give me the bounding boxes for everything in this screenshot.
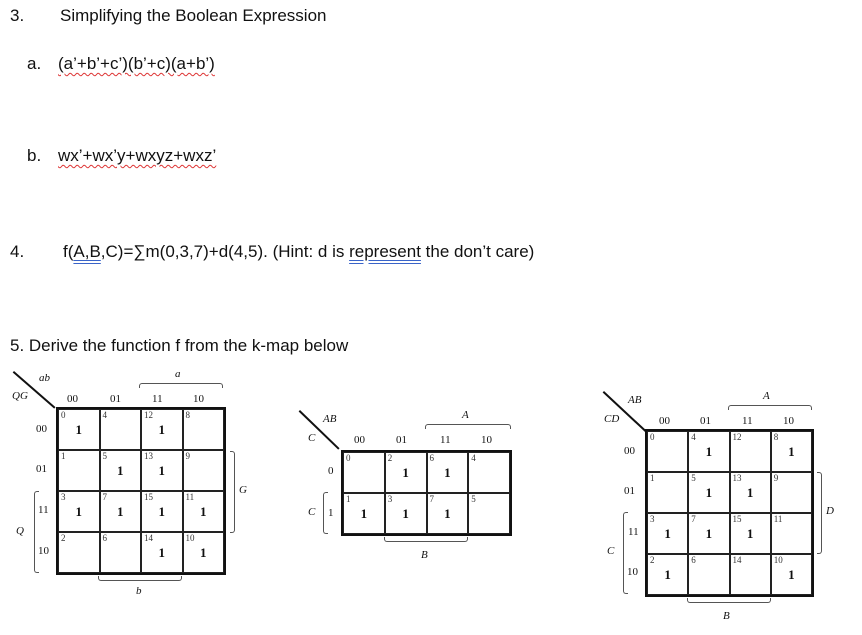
cell-value: 1 [788,566,795,582]
kmap-2-col-header: 01 [396,434,407,446]
question-3a [27,54,215,74]
kmap-1-col-header: 10 [193,393,204,405]
cell-value: 1 [746,525,754,541]
q4-suffix: the don’t care) [420,242,535,261]
cell-index: 14 [732,555,742,565]
cell-index: 1 [61,451,66,461]
cell-index: 10 [185,533,195,543]
kmap-3-right-brace [817,472,822,554]
kmap-cell [100,532,142,573]
kmap-cell [183,532,225,573]
cell-index: 15 [732,514,742,524]
kmap-2-grid [341,450,512,536]
cell-value: 1 [788,443,795,459]
kmap-1 [0,365,280,615]
cell-index: 14 [144,533,153,543]
kmap-3-grid [645,429,814,597]
kmap-cell [468,452,510,493]
kmap-cell [343,452,385,493]
kmap-3-row-header: 00 [624,445,635,457]
q4-mid: ,C)=∑m(0,3,7)+d(4,5). (Hint: d is [100,242,350,261]
kmap-cell [468,493,510,534]
kmap-3-col-header: 00 [659,415,670,427]
kmap-1-row-var: QG [12,390,28,402]
cell-value: 1 [158,421,165,437]
kmap-2-col-header: 00 [354,434,365,446]
kmap-cell [647,472,688,513]
kmap-2-bottom-brace [384,537,468,542]
kmap-1-top-brace [139,383,223,388]
kmap-cell [58,532,100,573]
cell-index: 4 [691,432,696,442]
kmap-2-bottom-brace-label: B [421,549,428,561]
kmap-2-col-var: AB [323,413,337,425]
kmap-cell [771,431,812,472]
cell-value: 1 [200,503,207,519]
cell-index: 8 [773,432,779,442]
cell-value: 1 [75,421,82,437]
kmap-1-grid [56,407,226,575]
kmap-3-row-header: 10 [627,566,638,578]
kmap-1-col-header: 11 [152,393,163,405]
cell-value: 1 [402,464,409,480]
cell-value: 1 [158,544,165,560]
kmap-3-bottom-brace [687,598,771,603]
question-3a-label: a. [27,54,42,73]
q4-prefix: f( [63,242,74,261]
question-5-title: 5. Derive the function f from the k-map below [10,336,349,355]
kmap-cell [183,409,225,450]
kmap-cell [427,452,469,493]
kmap-3-row-header: 11 [628,526,639,538]
kmap-3-left-brace [623,512,628,594]
cell-value: 1 [402,505,409,521]
kmap-1-top-brace-label: a [175,368,181,380]
kmap-3-col-header: 01 [700,415,711,427]
kmap-cell [385,493,427,534]
kmap-1-left-brace [34,491,39,573]
cell-value: 1 [664,566,671,582]
kmap-cell [647,431,688,472]
cell-value: 1 [705,484,713,500]
cell-index: 6 [691,555,696,565]
kmap-3-row-header: 01 [624,485,635,497]
cell-index: 1 [650,473,655,483]
cell-value: 1 [746,484,754,500]
question-3-title: Simplifying the Boolean Expression [60,6,327,25]
cell-index: 6 [102,533,107,543]
kmap-cell [688,472,729,513]
cell-value: 1 [158,503,165,519]
kmap-3-top-brace-label: A [763,390,770,402]
cell-index: 13 [732,473,742,483]
cell-index: 7 [429,494,434,504]
cell-index: 3 [650,514,655,524]
kmap-2-row-header: 0 [328,465,334,477]
cell-value: 1 [705,443,713,459]
kmap-2-row-header: 1 [328,507,334,519]
kmap-cell [183,450,225,491]
q4-underlined-word: represent [349,242,421,261]
cell-index: 6 [429,453,434,463]
kmap-2 [290,395,550,575]
kmap-cell [688,554,729,595]
kmap-3-top-brace [728,405,812,410]
cell-index: 4 [471,453,476,463]
cell-index: 15 [144,492,153,502]
kmap-cell [100,409,142,450]
kmap-3-row-var: CD [604,413,620,425]
kmap-cell [58,450,100,491]
kmap-1-bottom-brace [98,576,182,581]
kmap-3 [595,385,862,630]
kmap-cell [58,409,100,450]
cell-index: 8 [185,410,190,420]
question-3-number: 3. [10,6,25,25]
cell-index: 11 [185,492,195,502]
kmap-cell [343,493,385,534]
kmap-1-row-header: 11 [38,504,49,516]
cell-index: 0 [346,453,351,463]
kmap-cell [647,554,688,595]
cell-index: 5 [691,473,696,483]
cell-value: 1 [117,503,124,519]
q4-vars: A,B [73,242,101,261]
kmap-3-col-header: 10 [783,415,794,427]
cell-index: 7 [102,492,107,502]
kmap-cell [141,491,183,532]
kmap-1-row-header: 01 [36,463,47,475]
kmap-2-left-brace-label: C [308,506,316,518]
kmap-1-row-header: 10 [38,545,49,557]
question-3b [27,146,217,166]
kmap-cell [58,491,100,532]
question-4-number: 4. [10,242,25,261]
cell-value: 1 [75,503,82,519]
kmap-2-row-var: C [308,432,316,444]
question-3b-label: b. [27,146,42,165]
kmap-1-bottom-brace-label: b [136,585,142,597]
cell-index: 5 [471,494,476,504]
cell-index: 0 [650,432,655,442]
kmap-cell [385,452,427,493]
kmap-2-top-brace-label: A [462,409,469,421]
cell-value: 1 [360,505,368,521]
cell-index: 11 [773,514,783,524]
cell-value: 1 [158,462,165,478]
cell-index: 13 [144,451,153,461]
kmap-cell [771,554,812,595]
cell-index: 2 [61,533,66,543]
kmap-1-col-var: ab [39,372,50,384]
cell-index: 2 [650,555,655,565]
kmap-3-col-var: AB [628,394,642,406]
kmap-cell [141,409,183,450]
kmap-cell [730,472,771,513]
kmap-1-right-brace-label: G [239,484,247,496]
cell-value: 1 [200,544,207,560]
cell-index: 12 [144,410,153,420]
cell-value: 1 [444,464,451,480]
cell-index: 9 [773,473,779,483]
cell-index: 3 [61,492,66,502]
cell-value: 1 [664,525,671,541]
kmap-1-row-header: 00 [36,423,47,435]
cell-index: 12 [732,432,742,442]
cell-index: 4 [102,410,107,420]
kmap-cell [183,491,225,532]
cell-index: 10 [773,555,783,565]
kmap-cell [730,431,771,472]
cell-value: 1 [444,505,451,521]
kmap-cell [141,450,183,491]
cell-index: 7 [691,514,696,524]
cell-index: 2 [387,453,393,463]
kmap-3-left-brace-label: C [607,545,615,557]
kmap-3-col-header: 11 [742,415,753,427]
question-3a-expression: (a’+b’+c’)(b’+c)(a+b’) [58,54,215,73]
kmap-cell [100,450,142,491]
kmap-cell [730,554,771,595]
kmap-cell [100,491,142,532]
cell-value: 1 [705,525,713,541]
kmap-cell [141,532,183,573]
kmap-cell [647,513,688,554]
question-3-heading [10,6,327,26]
kmap-2-left-brace [323,492,328,534]
question-3b-expression: wx’+wx’y+wxyz+wxz’ [58,146,217,165]
kmap-1-right-brace [230,451,235,533]
kmap-3-right-brace-label: D [826,505,834,517]
kmap-cell [427,493,469,534]
kmap-1-left-brace-label: Q [16,525,24,537]
kmap-cell [688,431,729,472]
cell-index: 0 [61,410,66,420]
cell-index: 1 [346,494,351,504]
kmap-1-col-header: 01 [110,393,121,405]
kmap-cell [730,513,771,554]
kmap-cell [688,513,729,554]
kmap-1-col-header: 00 [67,393,78,405]
cell-value: 1 [117,462,124,478]
kmap-cell [771,513,812,554]
kmap-2-top-brace [425,424,511,429]
question-4 [10,242,535,262]
question-4-text [63,242,534,262]
kmap-cell [771,472,812,513]
kmap-2-col-header: 11 [440,434,451,446]
cell-index: 5 [102,451,107,461]
kmap-2-col-header: 10 [481,434,492,446]
cell-index: 3 [387,494,393,504]
cell-index: 9 [185,451,190,461]
kmap-3-bottom-brace-label: B [723,610,730,622]
